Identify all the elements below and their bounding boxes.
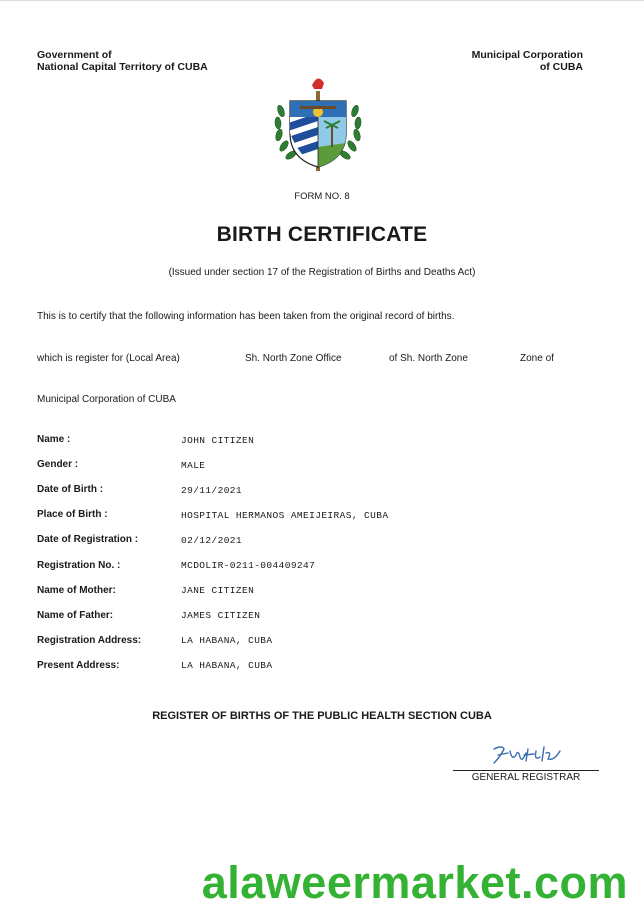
field-label: Place of Birth : (37, 509, 108, 520)
issuer-left (37, 49, 208, 73)
field-value: MALE (181, 460, 206, 471)
document-subtitle: (Issued under section 17 of the Registration of Births and Deaths Act) (168, 267, 476, 278)
field-label: Date of Registration : (37, 534, 139, 545)
document-title: BIRTH CERTIFICATE (216, 223, 428, 246)
zone-name: of Sh. North Zone (389, 353, 468, 364)
field-value: LA HABANA, CUBA (181, 635, 273, 646)
field-value: JOHN CITIZEN (181, 435, 255, 446)
field-value: HOSPITAL HERMANOS AMEIJEIRAS, CUBA (181, 510, 389, 521)
form-number: FORM NO. 8 (294, 191, 350, 202)
corporation-line: Municipal Corporation of CUBA (37, 394, 176, 405)
field-label: Date of Birth : (37, 484, 104, 495)
certify-statement: This is to certify that the following information has been taken from the original record of births. (37, 311, 455, 322)
field-label: Gender : (37, 459, 79, 470)
issuer-right (472, 49, 583, 73)
signature-icon (488, 743, 564, 767)
field-value: 29/11/2021 (181, 485, 243, 496)
issuer-left-line1: Government of (37, 49, 112, 61)
field-label: Name of Mother: (37, 585, 116, 596)
zone-of-label: Zone of (520, 353, 554, 364)
field-value: MCDOLIR-0211-004409247 (181, 560, 316, 571)
zone-office: Sh. North Zone Office (245, 353, 342, 364)
field-label: Present Address: (37, 660, 120, 671)
coat-of-arms-icon (272, 73, 364, 175)
registrar-label: GENERAL REGISTRAR (471, 772, 581, 783)
issuer-left-line2: National Capital Territory of CUBA (37, 61, 208, 73)
issuer-right-line2: of CUBA (539, 61, 583, 73)
issuer-right-line1: Municipal Corporation (471, 49, 583, 61)
signature-line (453, 770, 599, 771)
register-footer: REGISTER OF BIRTHS OF THE PUBLIC HEALTH SECTION CUBA (152, 710, 492, 722)
field-label: Name of Father: (37, 610, 114, 621)
field-value: JAMES CITIZEN (181, 610, 261, 621)
field-label: Registration No. : (37, 560, 121, 571)
field-label: Registration Address: (37, 635, 142, 646)
field-label: Name : (37, 434, 71, 445)
field-value: JANE CITIZEN (181, 585, 255, 596)
watermark-text: alaweermarket.com (201, 857, 628, 908)
local-area-label: which is register for (Local Area) (37, 353, 180, 364)
field-value: LA HABANA, CUBA (181, 660, 273, 671)
field-value: 02/12/2021 (181, 535, 243, 546)
